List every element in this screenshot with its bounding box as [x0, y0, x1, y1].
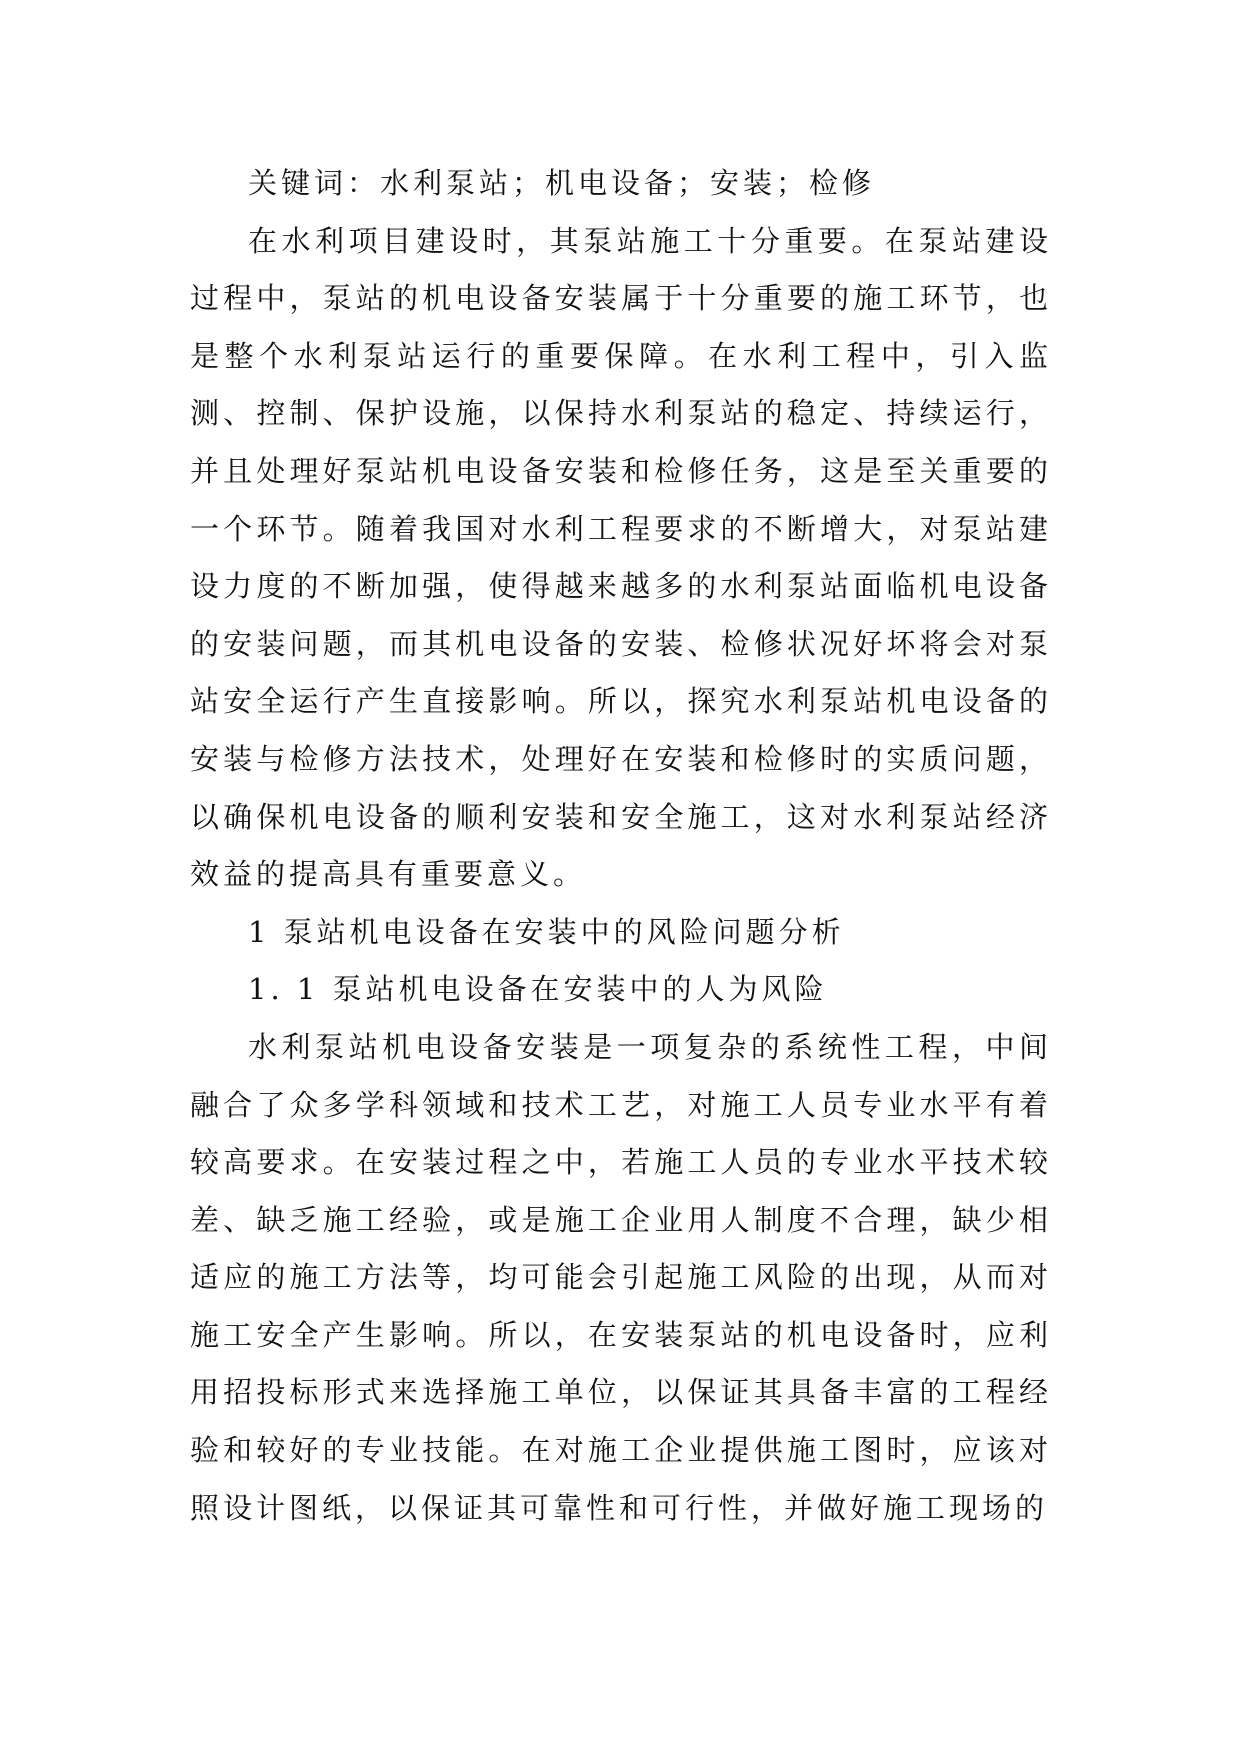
document-page — [190, 155, 1052, 1537]
intro-paragraph: 在水利项目建设时，其泵站施工十分重要。在泵站建设过程中，泵站的机电设备安装属于十分重要的施工环节，也是整个水利泵站运行的重要保障。在水利工程中，引入监测、控制、保护设施，以保持水利泵站的稳定、持续运行，并且处理好泵站机电设备安装和检修任务，这是至关重要的一个环节。随着我国对水利工程要求的不断增大，对泵站建设力度的不断加强，使得越来越多的水利泵站面临机电设备的安装问题，而其机电设备的安装、检修状况好坏将会对泵站安全运行产生直接影响。所以，探究水利泵站机电设备的安装与检修方法技术，处理好在安装和检修时的实质问题，以确保机电设备的顺利安装和安全施工，这对水利泵站经济效益的提高具有重要意义。 — [190, 223, 1052, 892]
section-1-1-paragraph: 水利泵站机电设备安装是一项复杂的系统性工程，中间融合了众多学科领域和技术工艺，对施工人员专业水平有着较高要求。在安装过程之中，若施工人员的专业水平技术较差、缺乏施工经验，或是施工企业用人制度不合理，缺少相适应的施工方法等，均可能会引起施工风险的出现，从而对施工安全产生影响。所以，在安装泵站的机电设备时，应利用招投标形式来选择施工单位，以保证其具备丰富的工程经验和较好的专业技能。在对施工企业提供施工图时，应该对照设计图纸，以保证其可靠性和可行性，并做好施工现场的 — [190, 1029, 1052, 1525]
keywords-line: 关键词：水利泵站；机电设备；安装；检修 — [248, 166, 876, 200]
section-1-1-heading: 1. 1 泵站机电设备在安装中的人为风险 — [248, 972, 828, 1007]
section-1-heading: 1 泵站机电设备在安装中的风险问题分析 — [248, 914, 845, 949]
